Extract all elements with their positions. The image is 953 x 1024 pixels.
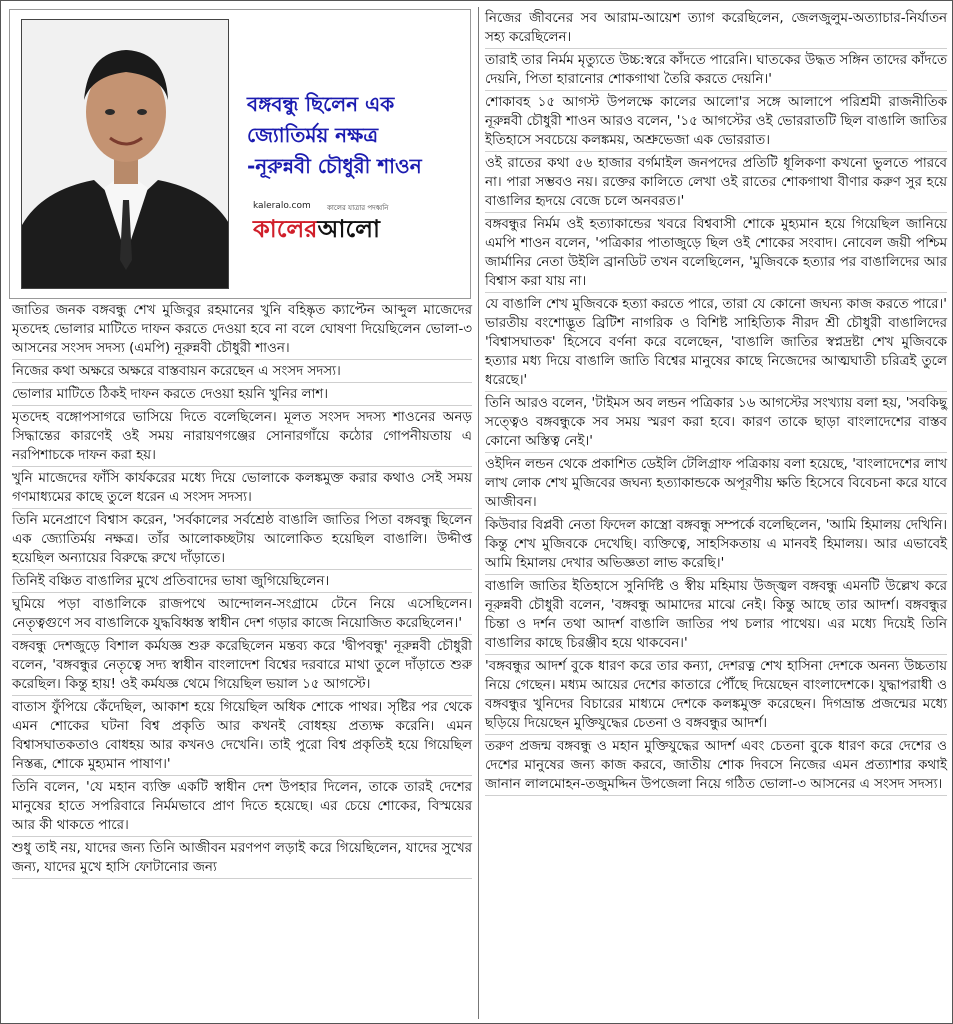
- article-paragraph: তরুণ প্রজন্ম বঙ্গবন্ধু ও মহান মুক্তিযুদ্ধের আদর্শ এবং চেতনা বুকে ধারণ করে দেশের ও দেশের মানুষের জন্য কাজ করবে, জাতীয় শোক দিবসে নিজের এমন প্রত্যাশার কথাই জানান লালমোহন-তজুমদ্দিন উপজেলা নিয়ে গঠিত ভোলা-৩ আসনের এ সংসদ সদস্য।: [485, 737, 947, 796]
- article-paragraph: বঙ্গবন্ধু দেশজুড়ে বিশাল কর্মযজ্ঞ শুরু করেছিলেন মন্তব্য করে 'দ্বীপবন্ধু' নূরুন্নবী চৌধুরী বলেন, 'বঙ্গবন্ধুর নেতৃত্বে সদ্য স্বাধীন বাংলাদেশ বিশ্বের দরবারে মাথা তুলে দাঁড়াতে শুরু করেছিল। কিন্তু হায়! ওই কর্মযজ্ঞ থেমে গিয়েছিল ভয়াল ১৫ আগস্টে।: [12, 637, 472, 696]
- logo-wordmark: [253, 213, 380, 245]
- article-paragraph: তারাই তার নির্মম মৃত্যুতে উচ্চ:স্বরে কাঁদতে পারেনি। ঘাতকের উদ্ধত সঙ্গিন তাদের কাঁদতে দেয়নি, পিতা হারানোর শোকগাথা তৈরি করতে দেয়নি।': [485, 51, 947, 91]
- article-paragraph: বাতাস ফুঁপিয়ে কেঁদেছিল, আকাশ হয়ে গিয়েছিল অধিক শোকে পাথর। সৃষ্টির পর থেকে এমন শোকের ঘটনা বিশ্ব প্রকৃতি আর কখনই বোধহয় প্রত্যক্ষ করেনি। এমন বিশ্বাসঘাতকতাও বোধহয় আর কখনও দেখেনি। তাই পুরো বিশ্ব প্রকৃতিই হয়ে গিয়েছিল নিস্তব্ধ, শোকে মুহ্যমান পাষাণ।': [12, 698, 472, 776]
- article-column-left: [12, 301, 472, 881]
- kaler-alo-logo: [253, 201, 459, 249]
- headline-block: [247, 89, 467, 182]
- headline-line-3: -নূরুন্নবী চৌধুরী শাওন: [247, 154, 422, 178]
- logo-url: kaleralo.com: [253, 201, 311, 211]
- article-paragraph: যে বাঙালি শেখ মুজিবকে হত্যা করতে পারে, তারা যে কোনো জঘন্য কাজ করতে পারে।' ভারতীয় বংশোদ্ভূত ব্রিটিশ নাগরিক ও বিশিষ্ট সাহিত্যিক নীরদ শ্রী চৌধুরী বাঙালিদের 'বিশ্বাসঘাতক' হিসেবে বর্ণনা করে বলেছেন, 'বাঙালি জাতির স্বপ্নদ্রষ্টা শেখ মুজিবকে হত্যার মধ্য দিয়ে বাঙালি জাতি বিশ্বের মানুষের কাছে নিজেদের আত্মঘাতী চরিত্রই তুলে ধরেছে।': [485, 295, 947, 392]
- logo-part-red: কালের: [253, 215, 318, 243]
- portrait-photo: [21, 19, 229, 289]
- article-paragraph: বাঙালি জাতির ইতিহাসে সুনির্দিষ্ট ও স্বীয় মহিমায় উজ্জ্বল বঙ্গবন্ধু এমনটি উল্লেখ করে নূরুন্নবী চৌধুরী বলেন, 'বঙ্গবন্ধু আমাদের মাঝে নেই। কিন্তু আছে তার আদর্শ। বঙ্গবন্ধুর চিন্তা ও দর্শন তথা আদর্শ বাঙালি জাতির পথ চলার পাথেয়। এর মধ্যে দিয়েই তিনি বাঙালির কাছে চিরঞ্জীব হয়ে থাকবেন।': [485, 577, 947, 655]
- article-paragraph: ওইদিন লন্ডন থেকে প্রকাশিত ডেইলি টেলিগ্রাফ পত্রিকায় বলা হয়েছে, 'বাংলাদেশের লাখ লাখ লোক শেখ মুজিবের জঘন্য হত্যাকান্ডকে অপূরণীয় ক্ষতি হিসেবে বিবেচনা করে যাবে আজীবন।: [485, 455, 947, 514]
- article-paragraph: জাতির জনক বঙ্গবন্ধু শেখ মুজিবুর রহমানের খুনি বহিষ্কৃত ক্যাপ্টেন আব্দুল মাজেদের মৃতদেহ ভোলার মাটিতে দাফন করতে দেওয়া হবে না বলে ঘোষণা দিয়েছিলেন ভোলা-৩ আসনের সংসদ সদস্য (এমপি) নূরুন্নবী চৌধুরী শাওন।: [12, 301, 472, 360]
- portrait-illustration: [22, 20, 229, 289]
- article-paragraph: তিনি মনেপ্রাণে বিশ্বাস করেন, 'সর্বকালের সর্বশ্রেষ্ঠ বাঙালি জাতির পিতা বঙ্গবন্ধু ছিলেন এক জ্যোতির্ময় নক্ষত্র। তাঁর আলোকচ্ছটায় আলোকিত হয়েছিল বাঙালি। উদ্দীপ্ত হয়েছিল অন্যায়ের বিরুদ্ধে রুখে দাঁড়াতে।: [12, 511, 472, 570]
- logo-part-black: আলো: [317, 215, 380, 243]
- headline-line-1: বঙ্গবন্ধু ছিলেন এক: [247, 92, 395, 116]
- article-paragraph: কিউবার বিপ্লবী নেতা ফিদেল কাস্ত্রো বঙ্গবন্ধু সম্পর্কে বলেছিলেন, 'আমি হিমালয় দেখিনি। কিন্তু শেখ মুজিবকে দেখেছি। ব্যক্তিত্বে, সাহসিকতায় এ মানবই হিমালয়। আর এভাবেই আমি হিমালয় দেখার অভিজ্ঞতা লাভ করেছি।': [485, 516, 947, 575]
- article-paragraph: ওই রাতের কথা ৫৬ হাজার বর্গমাইল জনপদের প্রতিটি ধূলিকণা কখনো ভুলতে পারবে না। পারা সম্ভবও নয়। রক্তের কালিতে লেখা ওই রাতের শোকগাথা বীণার করুণ সুর হয়ে বাঙালির হৃদয়ে বেজে চলে অনবরত।': [485, 154, 947, 213]
- article-paragraph: ভোলার মাটিতে ঠিকই দাফন করতে দেওয়া হয়নি খুনির লাশ।: [12, 385, 472, 406]
- article-paragraph: তিনিই বঞ্চিত বাঙালির মুখে প্রতিবাদের ভাষা জুগিয়েছিলেন।: [12, 572, 472, 593]
- article-paragraph: নিজের কথা অক্ষরে অক্ষরে বাস্তবায়ন করেছেন এ সংসদ সদস্য।: [12, 362, 472, 383]
- article-paragraph: তিনি বলেন, 'যে মহান ব্যক্তি একটি স্বাধীন দেশ উপহার দিলেন, তাকে তারই দেশের মানুষের হাতে সপরিবারে নির্মমভাবে প্রাণ দিতে হয়েছে। এর চেয়ে শোকের, বিস্ময়ের আর কী থাকতে পারে।: [12, 778, 472, 837]
- article-paragraph: বঙ্গবন্ধুর নির্মম ওই হত্যাকান্ডের খবরে বিশ্ববাসী শোকে মুহ্যমান হয়ে গিয়েছিল জানিয়ে এমপি শাওন বলেন, 'পত্রিকার পাতাজুড়ে ছিল ওই শোকের সংবাদ। নোবেল জয়ী পশ্চিম জার্মানির নেতা উইলি ব্রানডিট তখন বলেছিলেন, 'মুজিবকে হত্যার পর বাঙালিদের আর বিশ্বাস করা যায় না।: [485, 215, 947, 293]
- article-paragraph: নিজের জীবনের সব আরাম-আয়েশ ত্যাগ করেছিলেন, জেলজুলুম-অত্যাচার-নির্যাতন সহ্য করেছিলেন।: [485, 9, 947, 49]
- article-paragraph: ঘুমিয়ে পড়া বাঙালিকে রাজপথে আন্দোলন-সংগ্রামে টেনে নিয়ে এসেছিলেন। নেতৃত্বগুণে সব বাঙালিকে যুদ্ধবিধ্বস্ত স্বাধীন দেশ গড়ার কাজে নিয়োজিত করেছিলেন।': [12, 595, 472, 635]
- article-paragraph: তিনি আরও বলেন, 'টাইমস অব লন্ডন পত্রিকার ১৬ আগস্টের সংখ্যায় বলা হয়, 'সবকিছু সত্ত্বেও বঙ্গবন্ধুকে সব সময় স্মরণ করা হবে। কারণ তাকে ছাড়া বাংলাদেশের বাস্তব কোনো অস্তিত্ব নেই।': [485, 394, 947, 453]
- article-paragraph: 'বঙ্গবন্ধুর আদর্শ বুকে ধারণ করে তার কন্যা, দেশরত্ন শেখ হাসিনা দেশকে অনন্য উচ্চতায় নিয়ে গেছেন। মধ্যম আয়ের দেশের কাতারে পৌঁছে দিয়েছেন বাংলাদেশকে। যুদ্ধাপরাধী ও বঙ্গবন্ধুর খুনিদের বিচারের মাধ্যমে দেশকে কলঙ্কমুক্ত করেছেন। দিগভ্রান্ত প্রজন্মের মধ্যে ছড়িয়ে দিয়েছেন মুক্তিযুদ্ধের চেতনা ও বঙ্গবন্ধুর আদর্শ।: [485, 657, 947, 735]
- headline-line-2: জ্যোতির্ময় নক্ষত্র: [247, 123, 379, 147]
- article-paragraph: শোকাবহ ১৫ আগস্ট উপলক্ষে কালের আলো'র সঙ্গে আলাপে পরিশ্রমী রাজনীতিক নূরুন্নবী চৌধুরী শাওন আরও বলেন, '১৫ আগস্টের ওই ভোররাতটি ছিল বাঙালি জাতির ইতিহাসে সবচেয়ে কলঙ্কময়, অশ্রুভেজা এক ভোররাত।: [485, 93, 947, 152]
- article-column-right: [485, 9, 947, 798]
- article-paragraph: মৃতদেহ বঙ্গোপসাগরে ভাসিয়ে দিতে বলেছিলেন। মূলত সংসদ সদস্য শাওনের অনড় সিদ্ধান্তের কারণেই ওই সময় নারায়ণগঞ্জের সোনারগাঁয়ে কঠোর গোপনীয়তায় এ নরপিশাচকে দাফন করা হয়।: [12, 408, 472, 467]
- column-divider: [478, 7, 479, 1019]
- logo-tagline: কালের যাত্রার পদধ্বনি: [327, 204, 389, 212]
- article-paragraph: শুধু তাই নয়, যাদের জন্য তিনি আজীবন মরণপণ লড়াই করে গিয়েছিলেন, যাদের সুখের জন্য, যাদের মুখে হাসি ফোটানোর জন্য: [12, 839, 472, 879]
- article-paragraph: খুনি মাজেদের ফাঁসি কার্যকরের মধ্যে দিয়ে ভোলাকে কলঙ্কমুক্ত করার কথাও সেই সময় গণমাধ্যমের কাছে তুলে ধরেন এ সংসদ সদস্য।: [12, 469, 472, 509]
